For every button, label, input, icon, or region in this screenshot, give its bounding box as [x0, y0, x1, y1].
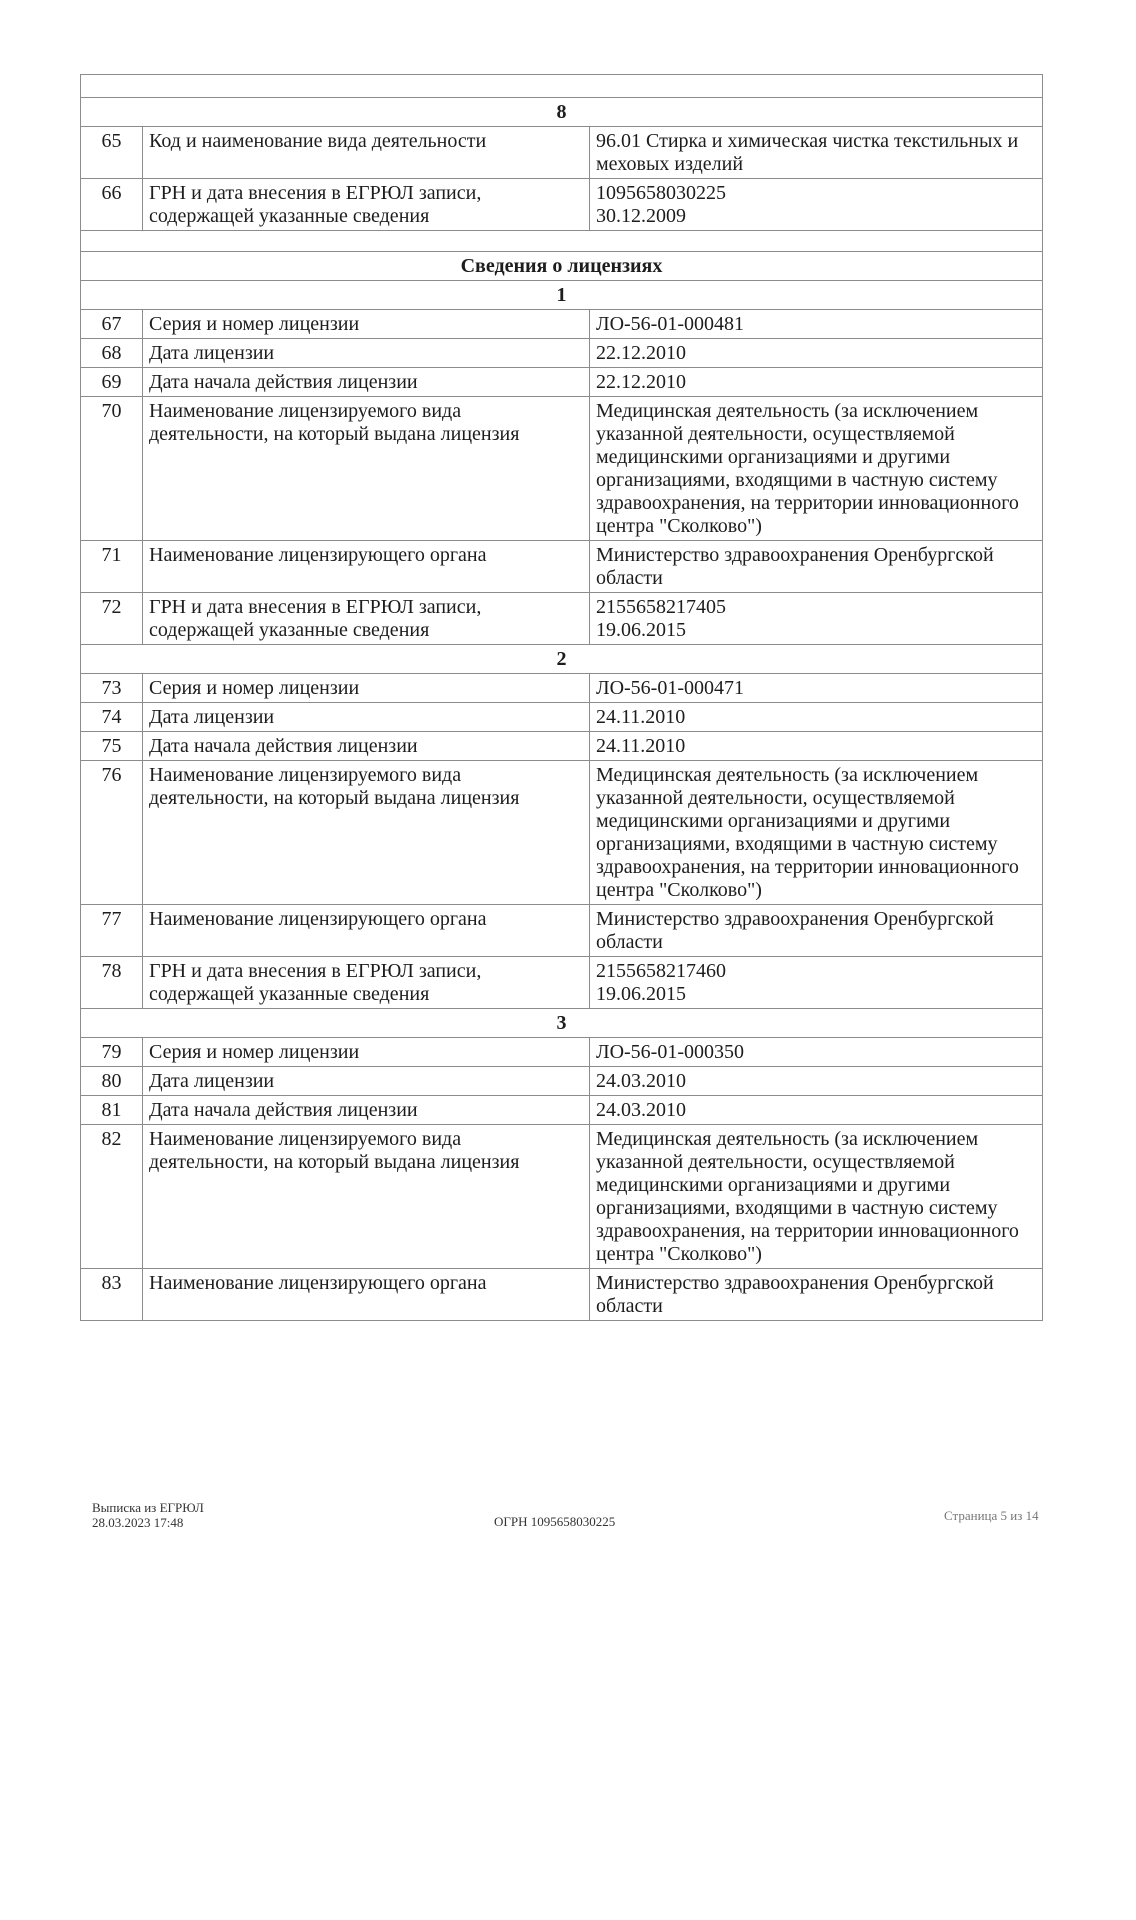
- row-number: 82: [81, 1125, 143, 1269]
- row-number: 70: [81, 397, 143, 541]
- row-number: 78: [81, 957, 143, 1009]
- row-label: Серия и номер лицензии: [143, 674, 590, 703]
- table-row: [81, 905, 1043, 957]
- row-number: 66: [81, 179, 143, 231]
- row-number: 65: [81, 127, 143, 179]
- row-value: ЛО-56-01-000350: [590, 1038, 1043, 1067]
- license-index-row: [81, 281, 1043, 310]
- row-number: 73: [81, 674, 143, 703]
- row-value: 1095658030225 30.12.2009: [590, 179, 1043, 231]
- row-value: 22.12.2010: [590, 339, 1043, 368]
- license-index-row: [81, 645, 1043, 674]
- table-spacer-licenses: [81, 231, 1043, 252]
- row-label: Серия и номер лицензии: [143, 310, 590, 339]
- table-row: [81, 310, 1043, 339]
- row-number: 81: [81, 1096, 143, 1125]
- footer-ogrn: ОГРН 1095658030225: [494, 1514, 616, 1529]
- row-label: Серия и номер лицензии: [143, 1038, 590, 1067]
- row-value: 2155658217460 19.06.2015: [590, 957, 1043, 1009]
- license-index-row-cell: 2: [81, 645, 1043, 674]
- row-label: Наименование лицензирующего органа: [143, 905, 590, 957]
- footer-datetime: 28.03.2023 17:48: [92, 1515, 184, 1530]
- row-number: 83: [81, 1269, 143, 1321]
- table-row: [81, 127, 1043, 179]
- row-label: Дата лицензии: [143, 703, 590, 732]
- activity-index-row-cell: 8: [81, 98, 1043, 127]
- row-number: 72: [81, 593, 143, 645]
- license-index-row-cell: 1: [81, 281, 1043, 310]
- table-row: [81, 1067, 1043, 1096]
- activity-index-row: [81, 98, 1043, 127]
- row-value: Медицинская деятельность (за исключением указанной деятельности, осуществляемой медицинскими организациями и другими организациями, входящими в частную систему здравоохранения, на территории инновационного центра "Сколково"): [590, 1125, 1043, 1269]
- footer-page-number: Страница 5 из 14: [944, 1508, 1039, 1523]
- footer-left: [92, 1500, 204, 1530]
- license-index-row: [81, 1009, 1043, 1038]
- row-label: Дата лицензии: [143, 1067, 590, 1096]
- row-label: Наименование лицензируемого вида деятельности, на который выдана лицензия: [143, 761, 590, 905]
- row-value: Министерство здравоохранения Оренбургской области: [590, 1269, 1043, 1321]
- row-number: 71: [81, 541, 143, 593]
- row-value: 22.12.2010: [590, 368, 1043, 397]
- row-label: Код и наименование вида деятельности: [143, 127, 590, 179]
- row-number: 69: [81, 368, 143, 397]
- row-value: Медицинская деятельность (за исключением указанной деятельности, осуществляемой медицинскими организациями и другими организациями, входящими в частную систему здравоохранения, на территории инновационного центра "Сколково"): [590, 761, 1043, 905]
- licenses-heading-row: [81, 252, 1043, 281]
- table-row: [81, 1038, 1043, 1067]
- row-value: 24.03.2010: [590, 1067, 1043, 1096]
- row-number: 75: [81, 732, 143, 761]
- table-row: [81, 593, 1043, 645]
- table-row: [81, 1125, 1043, 1269]
- table-spacer-top: [81, 75, 1043, 98]
- row-number: 68: [81, 339, 143, 368]
- row-number: 74: [81, 703, 143, 732]
- table-spacer-top-cell: [81, 75, 1043, 98]
- row-value: 2155658217405 19.06.2015: [590, 593, 1043, 645]
- table-row: [81, 368, 1043, 397]
- table-row: [81, 703, 1043, 732]
- table-spacer-licenses-cell: [81, 231, 1043, 252]
- table-row: [81, 1269, 1043, 1321]
- row-value: 24.03.2010: [590, 1096, 1043, 1125]
- table-row: [81, 541, 1043, 593]
- table-row: [81, 761, 1043, 905]
- row-value: ЛО-56-01-000481: [590, 310, 1043, 339]
- row-value: 96.01 Стирка и химическая чистка текстильных и меховых изделий: [590, 127, 1043, 179]
- table-row: [81, 674, 1043, 703]
- egrul-table-body: [81, 75, 1043, 1321]
- row-label: Дата лицензии: [143, 339, 590, 368]
- row-number: 77: [81, 905, 143, 957]
- license-index-row-cell: 3: [81, 1009, 1043, 1038]
- row-label: ГРН и дата внесения в ЕГРЮЛ записи, содержащей указанные сведения: [143, 179, 590, 231]
- row-value: Министерство здравоохранения Оренбургской области: [590, 541, 1043, 593]
- table-row: [81, 732, 1043, 761]
- row-value: ЛО-56-01-000471: [590, 674, 1043, 703]
- table-row: [81, 957, 1043, 1009]
- row-label: Дата начала действия лицензии: [143, 368, 590, 397]
- table-row: [81, 397, 1043, 541]
- row-number: 67: [81, 310, 143, 339]
- table-row: [81, 179, 1043, 231]
- row-label: Наименование лицензирующего органа: [143, 1269, 590, 1321]
- licenses-heading-row-cell: Сведения о лицензиях: [81, 252, 1043, 281]
- table-row: [81, 1096, 1043, 1125]
- table-row: [81, 339, 1043, 368]
- row-number: 79: [81, 1038, 143, 1067]
- row-value: Медицинская деятельность (за исключением указанной деятельности, осуществляемой медицинскими организациями и другими организациями, входящими в частную систему здравоохранения, на территории инновационного центра "Сколково"): [590, 397, 1043, 541]
- row-number: 80: [81, 1067, 143, 1096]
- row-label: Наименование лицензируемого вида деятельности, на который выдана лицензия: [143, 1125, 590, 1269]
- row-label: ГРН и дата внесения в ЕГРЮЛ записи, содержащей указанные сведения: [143, 593, 590, 645]
- row-value: 24.11.2010: [590, 732, 1043, 761]
- row-value: 24.11.2010: [590, 703, 1043, 732]
- footer-doc-title: Выписка из ЕГРЮЛ: [92, 1500, 204, 1515]
- egrul-table: [80, 74, 1043, 1321]
- row-label: Дата начала действия лицензии: [143, 1096, 590, 1125]
- row-label: ГРН и дата внесения в ЕГРЮЛ записи, содержащей указанные сведения: [143, 957, 590, 1009]
- row-label: Дата начала действия лицензии: [143, 732, 590, 761]
- row-number: 76: [81, 761, 143, 905]
- row-value: Министерство здравоохранения Оренбургской области: [590, 905, 1043, 957]
- row-label: Наименование лицензирующего органа: [143, 541, 590, 593]
- row-label: Наименование лицензируемого вида деятельности, на который выдана лицензия: [143, 397, 590, 541]
